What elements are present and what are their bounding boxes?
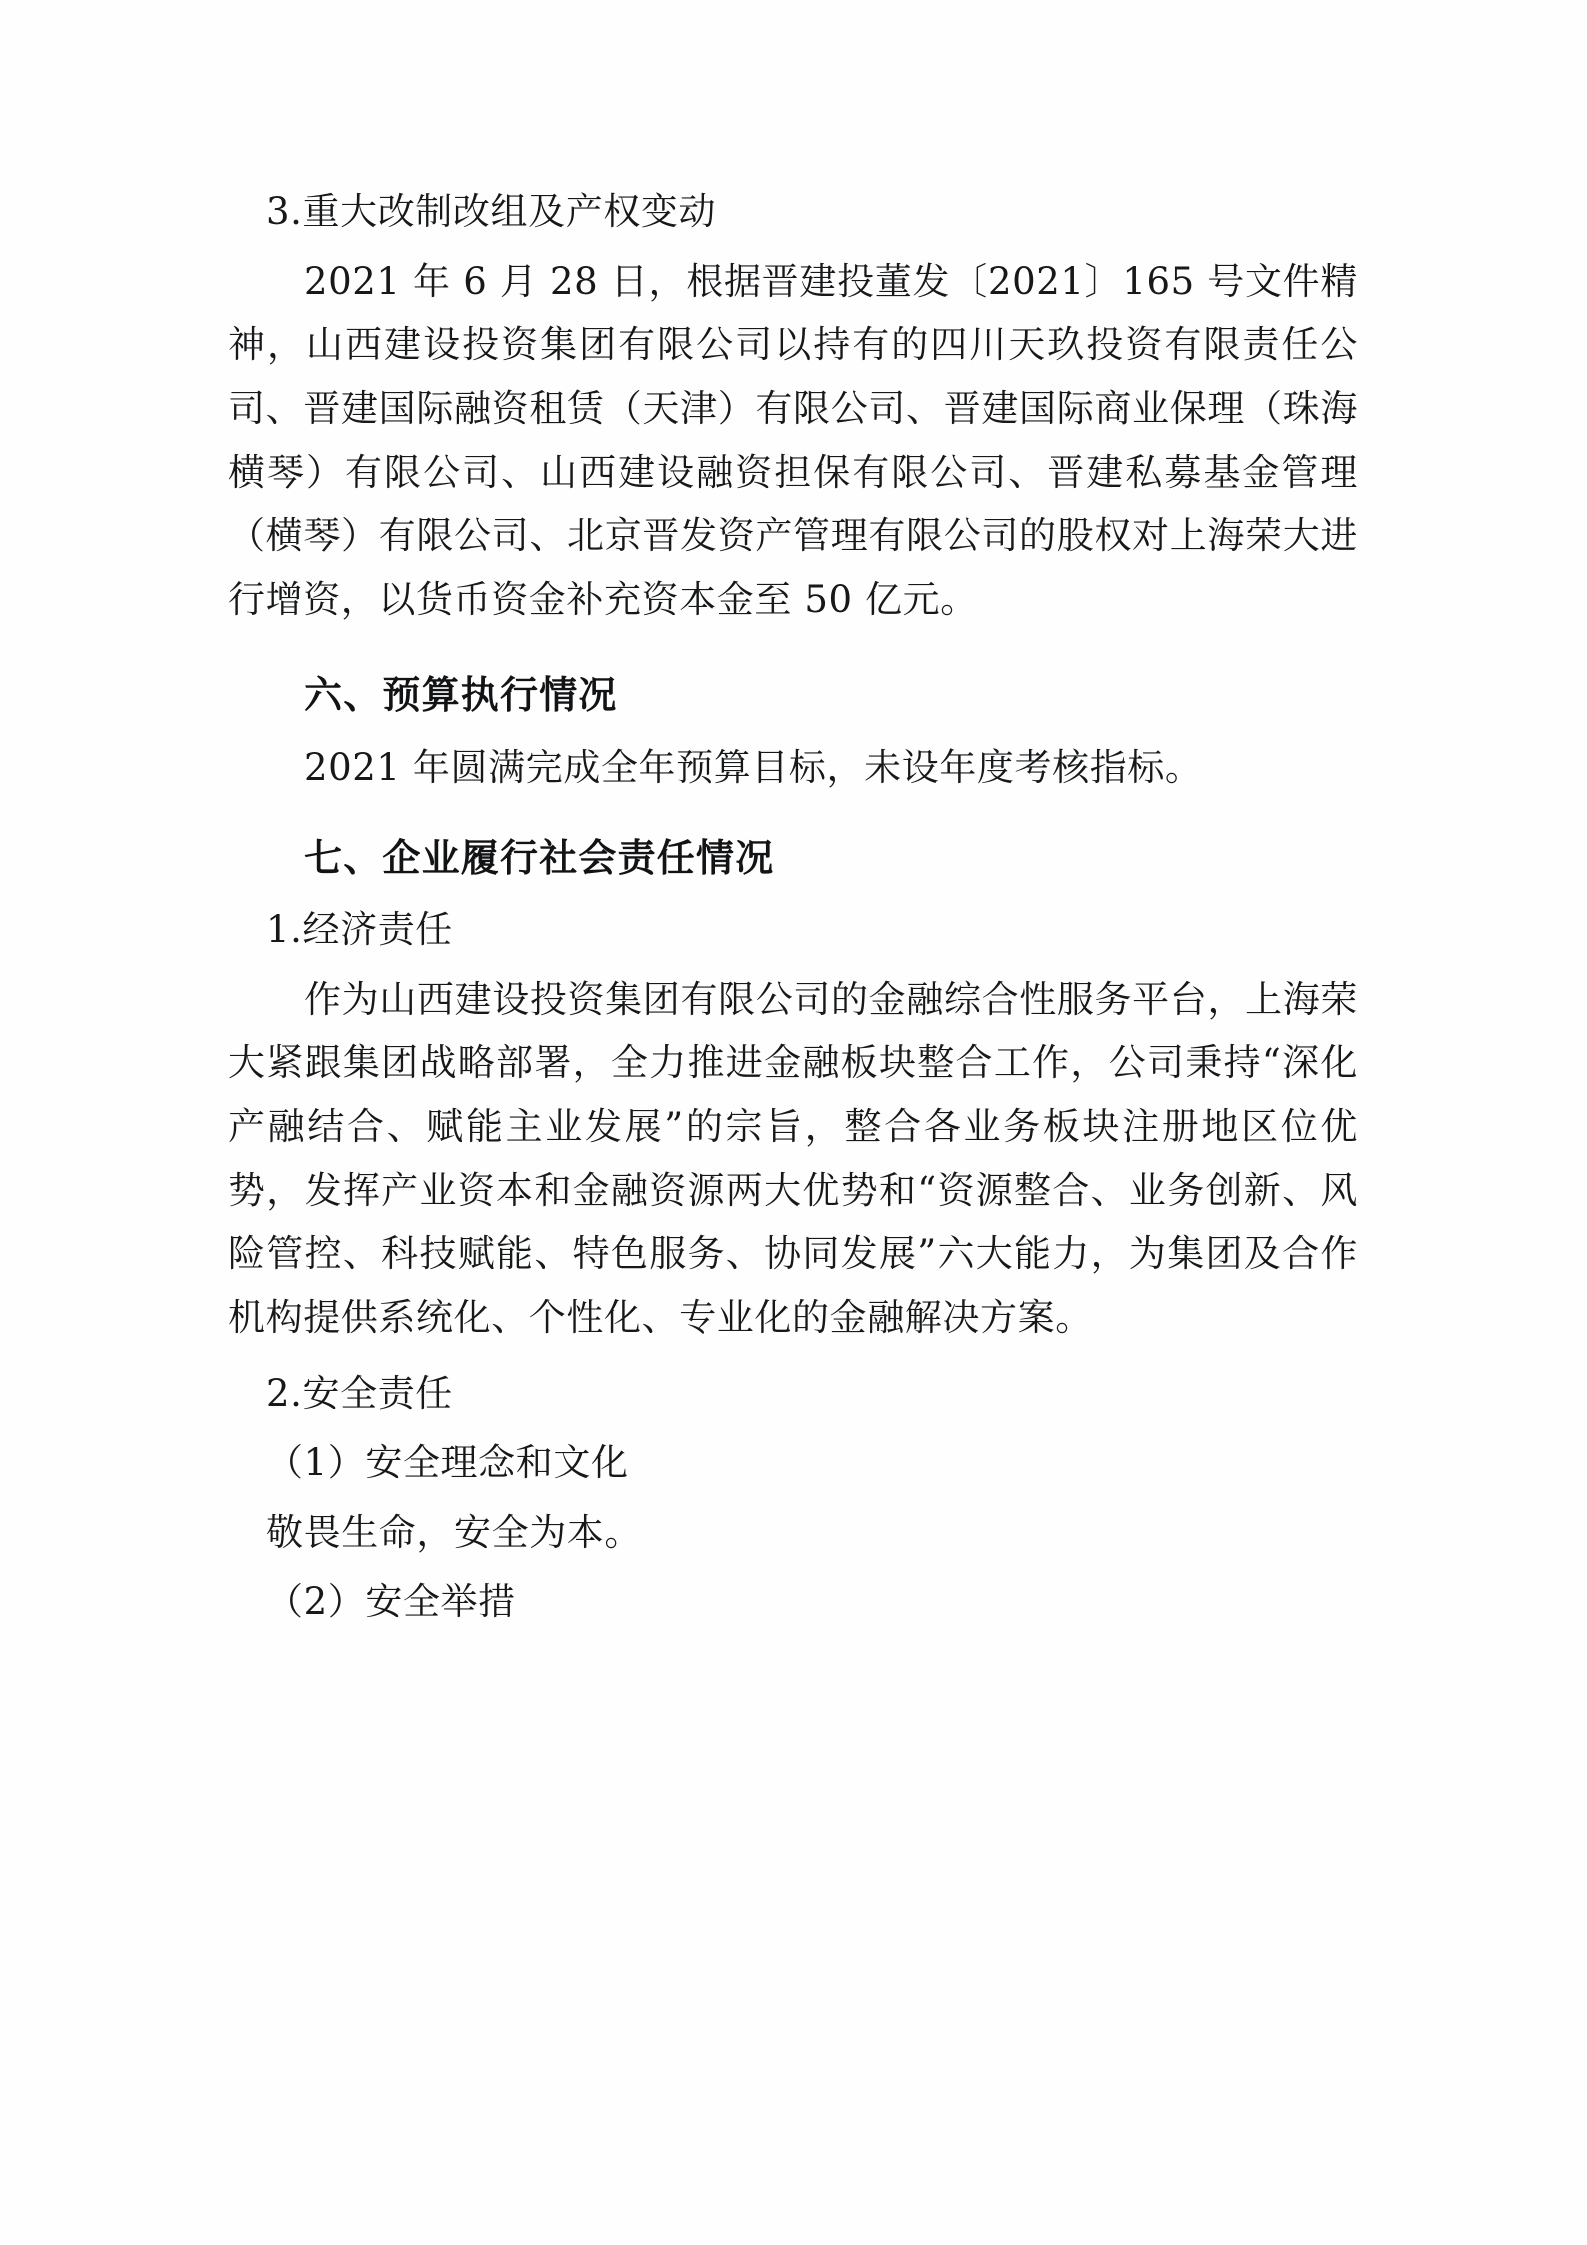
section-paragraph-3: 2021 年 6 月 28 日，根据晋建投董发〔2021〕165 号文件精神，山西建设投资集团有限公司以持有的四川天玖投资有限责任公司、晋建国际融资租赁（天津）有限公司、晋建国际商业保理（珠海横琴）有限公司、山西建设融资担保有限公司、晋建私募基金管理（横琴）有限公司、北京晋发资产管理有限公司的股权对上海荣大进行增资，以货币资金补充资本金至 50 亿元。 bbox=[228, 259, 1358, 621]
section-item-7-2-2: （2）安全举措 bbox=[266, 1580, 516, 1624]
section-item-7-2-1-body: 敬畏生命，安全为本。 bbox=[266, 1510, 642, 1554]
section-heading-3: 3.重大改制改组及产权变动 bbox=[266, 190, 717, 233]
chapter-heading-six: 六、预算执行情况 bbox=[304, 673, 618, 718]
spacer bbox=[228, 806, 1358, 812]
section-paragraph-7-1: 作为山西建设投资集团有限公司的金融综合性服务平台，上海荣大紧跟集团战略部署，全力推进金融板块整合工作，公司秉持“深化产融结合、赋能主业发展”的宗旨，整合各业务板块注册地区位优势，发挥产业资本和金融资源两大优势和“资源整合、业务创新、风险管控、科技赋能、特色服务、协同发展”六大能力，为集团及合作机构提供系统化、个性化、专业化的金融解决方案。 bbox=[228, 977, 1358, 1339]
section-heading-7-2: 2.安全责任 bbox=[266, 1371, 453, 1415]
chapter-heading-seven: 七、企业履行社会责任情况 bbox=[304, 835, 775, 880]
chapter-six-paragraph: 2021 年圆满完成全年预算目标，未设年度考核指标。 bbox=[304, 745, 1203, 789]
section-item-7-2-1: （1）安全理念和文化 bbox=[266, 1441, 629, 1485]
spacer bbox=[228, 637, 1358, 649]
document-body bbox=[228, 180, 1358, 1640]
section-heading-7-1: 1.经济责任 bbox=[266, 908, 453, 952]
